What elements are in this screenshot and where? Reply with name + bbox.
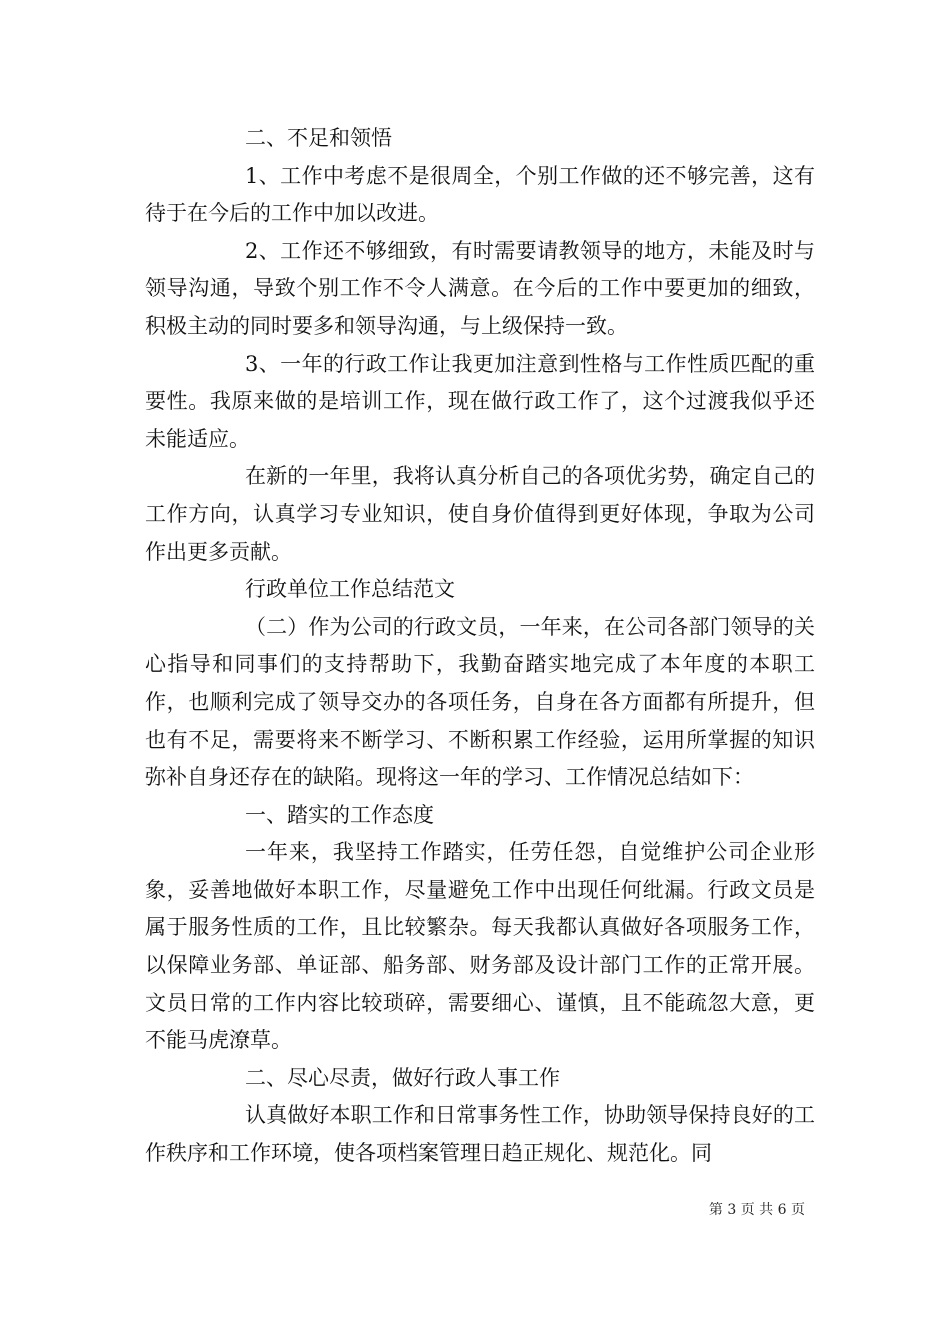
section-heading-shortcomings: 二、不足和领悟 [245,126,392,150]
paragraph-intro: （二）作为公司的行政文员，一年来，在公司各部门领导的关心指导和同事们的支持帮助下，我勤奋踏实地完成了本年度的本职工作，也顺利完成了领导交办的各项任务，自身在各方面都有所提升，但也有不足，需要将来不断学习、不断积累工作经验，运用所掌握的知识弥补自身还存在的缺陷。现将这一年的学习、工作情况总结如下： [145,614,815,790]
section-heading-attitude: 一、踏实的工作态度 [245,802,434,827]
page-number: 第 3 页 共 6 页 [708,1202,805,1218]
document-body [145,120,815,1173]
section-heading-admin-work: 二、尽心尽责，做好行政人事工作 [245,1065,560,1090]
article-title: 行政单位工作总结范文 [245,577,455,602]
paragraph-point-2: 2、工作还不够细致，有时需要请教领导的地方，未能及时与领导沟通，导致个别工作不令人满意。在今后的工作中要更加的细致，积极主动的同时要多和领导沟通，与上级保持一致。 [145,238,815,338]
paragraph-admin-work: 认真做好本职工作和日常事务性工作，协助领导保持良好的工作秩序和工作环境，使各项档案管理日趋正规化、规范化。同 [145,1103,815,1166]
paragraph-point-1: 1、工作中考虑不是很周全，个别工作做的还不够完善，这有待于在今后的工作中加以改进。 [145,163,815,226]
paragraph-new-year: 在新的一年里，我将认真分析自己的各项优劣势，确定自己的工作方向，认真学习专业知识，使自身价值得到更好体现，争取为公司作出更多贡献。 [145,464,815,564]
paragraph-point-3: 3、一年的行政工作让我更加注意到性格与工作性质匹配的重要性。我原来做的是培训工作，现在做行政工作了，这个过渡我似乎还未能适应。 [145,351,815,451]
paragraph-attitude: 一年来，我坚持工作踏实，任劳任怨，自觉维护公司企业形象，妥善地做好本职工作，尽量避免工作中出现任何纰漏。行政文员是属于服务性质的工作，且比较繁杂。每天我都认真做好各项服务工作，以保障业务部、单证部、船务部、财务部及设计部门工作的正常开展。文员日常的工作内容比较琐碎，需要细心、谨慎，且不能疏忽大意，更不能马虎潦草。 [145,840,815,1053]
